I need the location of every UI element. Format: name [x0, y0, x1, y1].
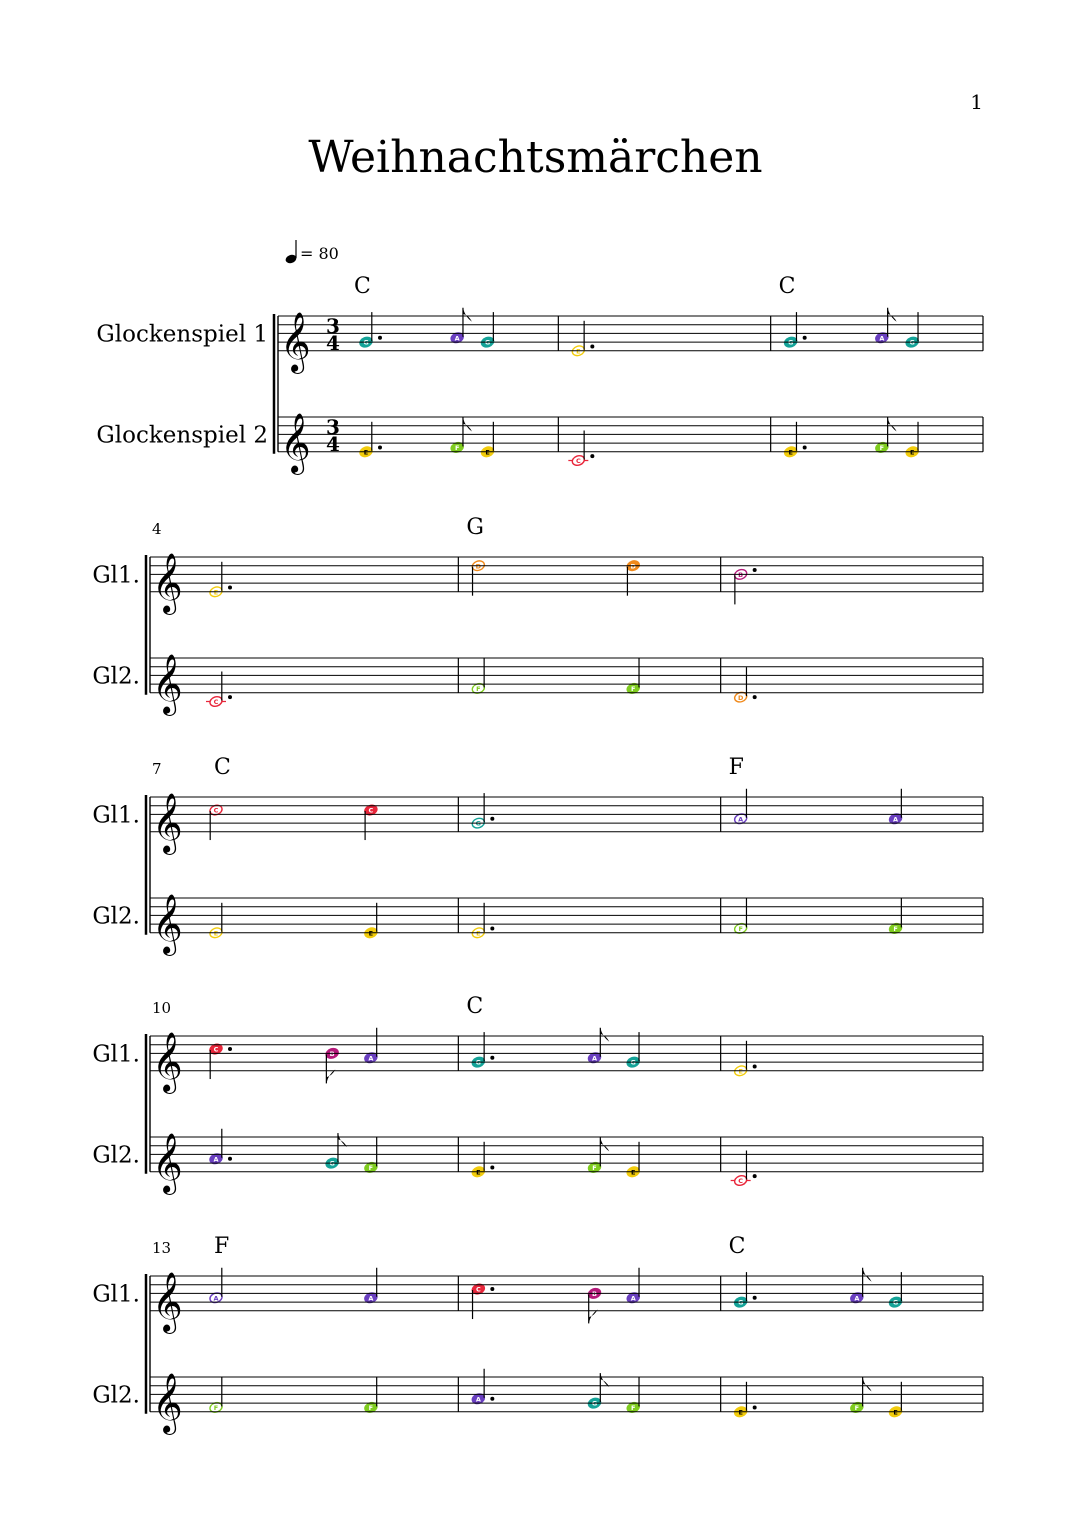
- measure-number: 13: [152, 1239, 172, 1257]
- note-letter: B: [592, 1290, 597, 1298]
- note-letter: G: [737, 1298, 744, 1307]
- augmentation-dot: [490, 1287, 494, 1291]
- instrument-short-name: Gl1.: [92, 562, 140, 589]
- treble-clef-icon: 𝄞: [152, 1271, 183, 1332]
- staff-upper: [278, 312, 983, 374]
- augmentation-dot: [590, 344, 594, 348]
- treble-clef-icon: 𝄞: [152, 893, 183, 954]
- chord-symbol: C: [466, 994, 484, 1019]
- note-letter: E: [630, 1168, 636, 1177]
- note-letter: E: [363, 448, 369, 457]
- note-letter: A: [854, 1294, 860, 1303]
- note-letter: C: [213, 698, 219, 707]
- measure-lower: [731, 1151, 757, 1187]
- staff-lower: [150, 894, 983, 956]
- instrument-short-name: Gl1.: [92, 1041, 140, 1068]
- augmentation-dot: [378, 445, 382, 449]
- note-letter: C: [475, 1285, 481, 1294]
- note-letter: F: [630, 1404, 636, 1413]
- augmentation-dot: [490, 1056, 494, 1060]
- augmentation-dot: [753, 1174, 757, 1178]
- instrument-name: Glockenspiel 1: [96, 321, 268, 348]
- note-letter: A: [454, 334, 460, 343]
- augmentation-dot: [490, 817, 494, 821]
- system: [96, 240, 983, 467]
- note-letter: E: [476, 929, 481, 938]
- treble-clef-icon: 𝄞: [152, 792, 183, 853]
- note-letter: A: [879, 334, 885, 343]
- augmentation-dot: [228, 1047, 232, 1051]
- note-letter: A: [591, 1054, 598, 1063]
- augmentation-dot: [228, 1157, 232, 1161]
- note-letter: E: [213, 929, 219, 938]
- note-flag: [863, 1377, 872, 1391]
- measure-lower: [471, 658, 641, 694]
- augmentation-dot: [753, 1296, 757, 1300]
- measure-upper: [571, 321, 594, 357]
- note-flag: [600, 1028, 609, 1042]
- measure-number: 4: [152, 520, 162, 538]
- chord-symbol: F: [728, 755, 744, 780]
- chord-symbol: C: [778, 274, 796, 299]
- treble-clef-icon: 𝄞: [152, 1372, 183, 1433]
- note-letter: F: [592, 1164, 597, 1173]
- page-number: 1: [970, 90, 983, 114]
- system: [92, 515, 983, 708]
- note-letter: G: [484, 338, 491, 347]
- staff-upper: [150, 793, 983, 855]
- note-letter: E: [368, 929, 374, 938]
- augmentation-dot: [228, 695, 232, 699]
- note-letter: D: [737, 693, 744, 702]
- augmentation-dot: [803, 445, 807, 449]
- note-letter: G: [475, 1058, 482, 1067]
- note-letter: E: [738, 1408, 743, 1417]
- score-title: Weihnachtsmärchen: [308, 132, 763, 183]
- note-letter: F: [476, 685, 481, 694]
- note-letter: A: [630, 1294, 636, 1303]
- note-flag: [600, 1137, 609, 1151]
- note-letter: F: [893, 925, 898, 934]
- measure-upper: [209, 562, 232, 598]
- system: [92, 1234, 983, 1418]
- measure-lower: [568, 431, 594, 467]
- note-letter: C: [368, 806, 374, 815]
- note-flag: [463, 308, 472, 322]
- note-letter: D: [630, 562, 636, 571]
- note-letter: E: [576, 347, 581, 356]
- note-letter: A: [213, 1294, 219, 1303]
- note-letter: E: [213, 588, 219, 597]
- note-letter: A: [738, 815, 744, 824]
- treble-clef-icon: 𝄞: [280, 412, 311, 473]
- note-letter: G: [787, 338, 794, 347]
- note-letter: G: [909, 338, 915, 347]
- measure-upper: [209, 1268, 379, 1304]
- note-letter: G: [363, 338, 369, 347]
- treble-clef-icon: 𝄞: [152, 1031, 183, 1092]
- augmentation-dot: [490, 1165, 494, 1169]
- note-flag: [589, 1309, 598, 1323]
- note-letter: F: [854, 1404, 860, 1413]
- instrument-short-name: Gl2.: [92, 1382, 140, 1409]
- measure-number: 7: [152, 760, 162, 778]
- measure-upper: [471, 793, 494, 829]
- time-signature-top: 3: [326, 314, 340, 338]
- staff-upper: [150, 1032, 983, 1094]
- chord-symbol: C: [214, 755, 231, 780]
- measure-lower: [209, 1377, 379, 1413]
- note-letter: E: [738, 1067, 743, 1076]
- staff-lower: [278, 413, 983, 475]
- note-letter: E: [909, 448, 915, 457]
- note-letter: G: [591, 1399, 598, 1408]
- note-letter: E: [893, 1408, 898, 1417]
- note-letter: C: [213, 1045, 219, 1054]
- note-flag: [888, 308, 897, 322]
- staff-lower: [150, 1133, 983, 1195]
- chord-symbol: G: [466, 515, 484, 540]
- note-letter: E: [476, 1168, 481, 1177]
- augmentation-dot: [753, 1064, 757, 1068]
- note-letter: F: [368, 1404, 374, 1413]
- treble-clef-icon: 𝄞: [152, 552, 183, 613]
- note-flag: [863, 1268, 872, 1282]
- treble-clef-icon: 𝄞: [152, 653, 183, 714]
- augmentation-dot: [490, 926, 494, 930]
- note-letter: A: [368, 1054, 374, 1063]
- instrument-short-name: Gl2.: [92, 663, 140, 690]
- note-letter: E: [788, 448, 793, 457]
- measure-number: 10: [152, 999, 172, 1017]
- instrument-short-name: Gl1.: [92, 1281, 140, 1308]
- note-flag: [888, 417, 897, 431]
- measure-lower: [209, 903, 379, 939]
- measure-lower: [209, 1129, 379, 1174]
- measure-lower: [206, 672, 232, 708]
- note-letter: G: [892, 1298, 899, 1307]
- note-flag: [600, 1373, 609, 1387]
- measure-upper: [471, 559, 641, 595]
- system: [92, 755, 983, 939]
- measure-lower: [733, 898, 903, 934]
- augmentation-dot: [228, 585, 232, 589]
- note-letter: E: [485, 448, 490, 457]
- augmentation-dot: [753, 568, 757, 572]
- note-letter: A: [893, 815, 899, 824]
- chord-symbol: F: [214, 1234, 230, 1259]
- note-letter: A: [368, 1294, 374, 1303]
- measure-upper: [733, 789, 903, 825]
- time-signature-top: 3: [326, 415, 340, 439]
- measure-upper: [733, 1041, 756, 1077]
- treble-clef-icon: 𝄞: [280, 311, 311, 372]
- augmentation-dot: [490, 1397, 494, 1401]
- note-flag: [463, 417, 472, 431]
- note-letter: F: [368, 1164, 374, 1173]
- augmentation-dot: [590, 454, 594, 458]
- time-signature-bottom: 4: [326, 331, 340, 355]
- note-letter: A: [475, 1395, 481, 1404]
- note-letter: B: [329, 1050, 335, 1058]
- note-letter: F: [213, 1404, 219, 1413]
- treble-clef-icon: 𝄞: [152, 1132, 183, 1193]
- instrument-name: Glockenspiel 2: [96, 422, 268, 449]
- measure-lower: [733, 667, 756, 703]
- note-letter: C: [213, 806, 219, 815]
- tempo-marking: = 80: [300, 244, 339, 263]
- system: [92, 994, 983, 1187]
- note-letter: C: [738, 1177, 744, 1186]
- staff-upper: [150, 553, 983, 615]
- note-letter: A: [213, 1155, 219, 1164]
- note-letter: F: [738, 925, 743, 934]
- note-letter: F: [630, 685, 636, 694]
- instrument-short-name: Gl2.: [92, 903, 140, 930]
- measure-upper: [733, 568, 756, 604]
- instrument-short-name: Gl1.: [92, 802, 140, 829]
- measure-lower: [471, 1369, 641, 1414]
- note-letter: G: [475, 819, 482, 828]
- note-letter: C: [575, 457, 581, 466]
- measure-lower: [471, 903, 494, 939]
- augmentation-dot: [803, 336, 807, 340]
- staff-lower: [150, 654, 983, 716]
- note-letter: D: [475, 562, 482, 571]
- instrument-short-name: Gl2.: [92, 1142, 140, 1169]
- note-letter: F: [879, 444, 885, 453]
- note-letter: G: [630, 1058, 636, 1067]
- chord-symbol: C: [354, 274, 371, 299]
- note-letter: G: [329, 1159, 335, 1168]
- augmentation-dot: [378, 336, 382, 340]
- measure-upper: [209, 804, 379, 840]
- augmentation-dot: [753, 1405, 757, 1409]
- augmentation-dot: [753, 695, 757, 699]
- note-letter: F: [454, 444, 460, 453]
- chord-symbol: C: [728, 1234, 746, 1259]
- note-flag: [326, 1069, 335, 1083]
- note-letter: B: [738, 571, 744, 579]
- time-signature-bottom: 4: [326, 432, 340, 456]
- note-flag: [338, 1133, 347, 1147]
